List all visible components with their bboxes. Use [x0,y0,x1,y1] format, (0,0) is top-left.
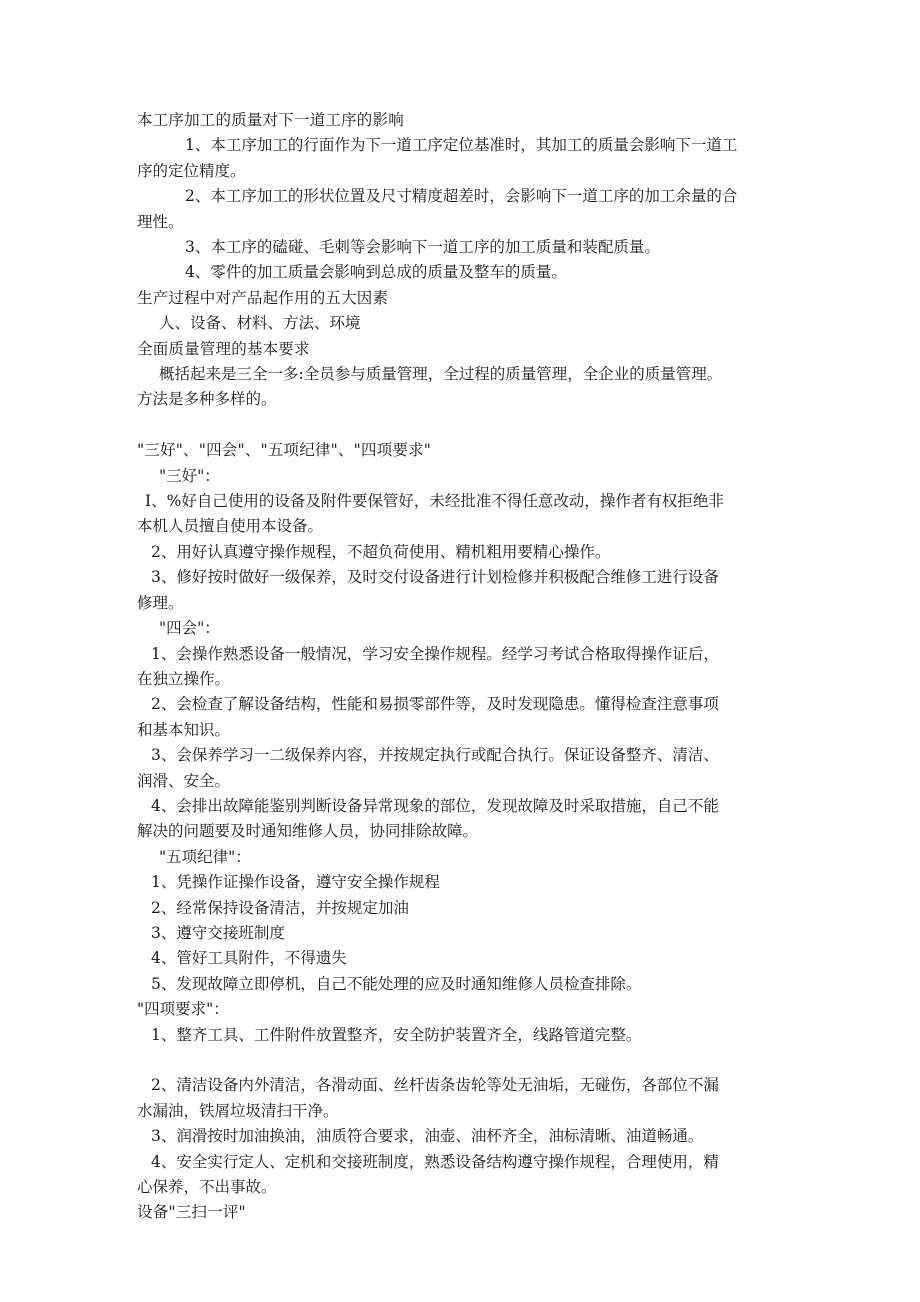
text-line: 本机人员擅自使用本设备。 [137,517,324,536]
text-line: 人、设备、材料、方法、环境 [159,314,361,333]
text-line: 4、会排出故障能鉴别判断设备异常现象的部位，发现故障及时采取措施，自己不能 [151,796,719,815]
text-line: 3、本工序的磕碰、毛刺等会影响下一道工序的加工质量和装配质量。 [185,238,660,257]
text-line: 在独立操作。 [137,669,231,688]
text-line: 3、会保养学习一二级保养内容，并按规定执行或配合执行。保证设备整齐、清洁、 [151,746,719,765]
text-line: 1、会操作熟悉设备一般情况，学习安全操作规程。经学习考试合格取得操作证后， [151,644,719,663]
text-line: "四会"： [159,619,220,638]
text-line: 3、润滑按时加油换油，油质符合要求，油壶、油杯齐全，油标清晰、油道畅通。 [151,1127,704,1146]
text-line: 1、整齐工具、工件附件放置整齐，安全防护装置齐全，线路管道完整。 [151,1025,642,1044]
section-heading: "三好"、"四会"、"五项纪律"、"四项要求" [137,441,432,460]
text-line: 润滑、安全。 [137,771,231,790]
text-line: 2、清洁设备内外清洁，各滑动面、丝杆齿条齿轮等处无油垢，无碰伤，各部位不漏 [151,1076,719,1095]
text-line: 和基本知识。 [137,720,231,739]
text-line: 水漏油，铁屑垃圾清扫干净。 [137,1101,339,1120]
section-heading: 生产过程中对产品起作用的五大因素 [137,288,389,307]
text-line: 修理。 [137,593,184,612]
text-line: 2、会检查了解设备结构，性能和易损零部件等，及时发现隐患。懂得检查注意事项 [151,695,719,714]
blank-line [137,413,797,438]
text-line: 1、凭操作证操作设备，遵守安全操作规程 [151,873,440,892]
text-line: "三好"： [159,466,220,485]
section-heading: 全面质量管理的基本要求 [137,339,310,358]
text-line: "四项要求"： [137,1000,229,1019]
text-line: 3、遵守交接班制度 [151,923,285,942]
text-line: 2、经常保持设备清洁，并按规定加油 [151,898,409,917]
text-line: 方法是多种多样的。 [137,390,277,409]
text-line: I、%好自己使用的设备及附件要保管好，未经批准不得任意改动，操作者有权拒绝非 [145,492,724,511]
text-line: 4、零件的加工质量会影响到总成的质量及整车的质量。 [185,263,567,282]
text-line: 心保养，不出事故。 [137,1178,277,1197]
document-body [137,108,797,1226]
text-line: 概括起来是三全一多:全员参与质量管理，全过程的质量管理，全企业的质量管理。 [159,365,723,384]
text-line: 4、安全实行定人、定机和交接班制度，熟悉设备结构遵守操作规程，合理使用，精 [151,1152,719,1171]
text-line: 序的定位精度。 [137,161,246,180]
text-line: 理性。 [137,212,184,231]
text-line: 4、管好工具附件，不得遗失 [151,949,347,968]
text-line: "五项纪律"： [159,847,251,866]
text-line: 5、发现故障立即停机，自己不能处理的应及时通知维修人员检查排除。 [151,974,642,993]
text-line: 2、用好认真遵守操作规程，不超负荷使用、精机粗用要精心操作。 [151,542,611,561]
text-line: 1、本工序加工的行面作为下一道工序定位基准时，其加工的质量会影响下一道工 [185,136,738,155]
blank-line [137,1048,797,1073]
text-line: 2、本工序加工的形状位置及尺寸精度超差时，会影响下一道工序的加工余量的合 [185,187,738,206]
text-line: 3、修好按时做好一级保养，及时交付设备进行计划检修并积极配合维修工进行设备 [151,568,719,587]
text-line: 解决的问题要及时通知维修人员，协同排除故障。 [137,822,479,841]
section-heading: 本工序加工的质量对下一道工序的影响 [137,111,404,129]
section-heading: 设备"三扫一评" [137,1203,246,1222]
